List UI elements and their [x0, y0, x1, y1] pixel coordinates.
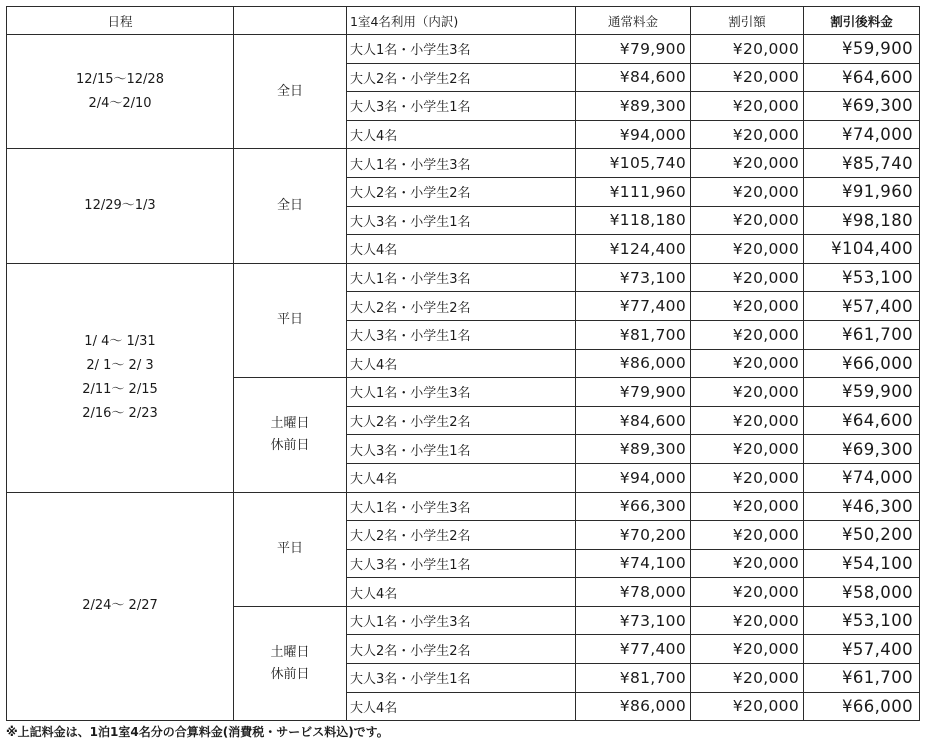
regular-price-cell: ¥77,400: [576, 635, 691, 664]
table-row: [7, 263, 920, 292]
header-row: [7, 7, 920, 35]
discount-cell: ¥20,000: [691, 292, 804, 321]
regular-price-cell: ¥86,000: [576, 692, 691, 721]
discount-cell: ¥20,000: [691, 206, 804, 235]
final-price-cell: ¥59,900: [804, 35, 920, 64]
discount-cell: ¥20,000: [691, 349, 804, 378]
usage-cell: 大人2名・小学生2名: [347, 521, 576, 550]
daytype-cell: [234, 492, 347, 606]
header-regular-price: 通常料金: [576, 7, 691, 35]
usage-cell: 大人4名: [347, 349, 576, 378]
regular-price-cell: ¥66,300: [576, 492, 691, 521]
discount-cell: ¥20,000: [691, 606, 804, 635]
regular-price-cell: ¥84,600: [576, 63, 691, 92]
header-daytype: [234, 7, 347, 35]
discount-cell: ¥20,000: [691, 263, 804, 292]
usage-cell: 大人3名・小学生1名: [347, 549, 576, 578]
final-price-cell: ¥57,400: [804, 635, 920, 664]
discount-cell: ¥20,000: [691, 406, 804, 435]
regular-price-cell: ¥81,700: [576, 664, 691, 693]
schedule-period: 12/15～12/28: [76, 71, 164, 87]
discount-cell: ¥20,000: [691, 177, 804, 206]
usage-cell: 大人2名・小学生2名: [347, 406, 576, 435]
usage-cell: 大人1名・小学生3名: [347, 492, 576, 521]
daytype-label: 全日: [276, 198, 303, 214]
regular-price-cell: ¥79,900: [576, 35, 691, 64]
schedule-cell: [7, 492, 234, 721]
daytype-cell: [234, 149, 347, 263]
daytype-label: 休前日: [270, 666, 310, 682]
final-price-cell: ¥66,000: [804, 349, 920, 378]
final-price-cell: ¥66,000: [804, 692, 920, 721]
regular-price-cell: ¥74,100: [576, 549, 691, 578]
header-usage: 1室4名利用（内訳): [347, 7, 576, 35]
schedule-period: 2/ 1～ 2/ 3: [86, 357, 154, 373]
usage-cell: 大人2名・小学生2名: [347, 292, 576, 321]
regular-price-cell: ¥86,000: [576, 349, 691, 378]
usage-cell: 大人2名・小学生2名: [347, 63, 576, 92]
usage-cell: 大人2名・小学生2名: [347, 635, 576, 664]
discount-cell: ¥20,000: [691, 92, 804, 121]
usage-cell: 大人3名・小学生1名: [347, 435, 576, 464]
header-discount: 割引額: [691, 7, 804, 35]
regular-price-cell: ¥111,960: [576, 177, 691, 206]
discount-cell: ¥20,000: [691, 692, 804, 721]
final-price-cell: ¥50,200: [804, 521, 920, 550]
discount-cell: ¥20,000: [691, 664, 804, 693]
final-price-cell: ¥64,600: [804, 406, 920, 435]
regular-price-cell: ¥84,600: [576, 406, 691, 435]
usage-cell: 大人2名・小学生2名: [347, 177, 576, 206]
final-price-cell: ¥54,100: [804, 549, 920, 578]
final-price-cell: ¥57,400: [804, 292, 920, 321]
header-schedule: 日程: [7, 7, 234, 35]
regular-price-cell: ¥105,740: [576, 149, 691, 178]
final-price-cell: ¥58,000: [804, 578, 920, 607]
usage-cell: 大人1名・小学生3名: [347, 378, 576, 407]
discount-cell: ¥20,000: [691, 578, 804, 607]
footnote: ※上記料金は、1泊1室4名分の合算料金(消費税・サービス料込)です。: [6, 725, 389, 739]
regular-price-cell: ¥94,000: [576, 120, 691, 149]
discount-cell: ¥20,000: [691, 235, 804, 264]
table-row: [7, 492, 920, 521]
daytype-label: 平日: [276, 312, 303, 328]
regular-price-cell: ¥124,400: [576, 235, 691, 264]
price-table: [6, 6, 920, 721]
usage-cell: 大人1名・小学生3名: [347, 35, 576, 64]
discount-cell: ¥20,000: [691, 35, 804, 64]
regular-price-cell: ¥73,100: [576, 263, 691, 292]
regular-price-cell: ¥78,000: [576, 578, 691, 607]
daytype-label: 平日: [276, 541, 303, 557]
usage-cell: 大人1名・小学生3名: [347, 149, 576, 178]
discount-cell: ¥20,000: [691, 435, 804, 464]
final-price-cell: ¥53,100: [804, 263, 920, 292]
discount-cell: ¥20,000: [691, 120, 804, 149]
table-row: [7, 149, 920, 178]
schedule-cell: [7, 263, 234, 492]
regular-price-cell: ¥73,100: [576, 606, 691, 635]
daytype-label: 土曜日: [270, 644, 310, 660]
regular-price-cell: ¥79,900: [576, 378, 691, 407]
final-price-cell: ¥61,700: [804, 320, 920, 349]
daytype-label: 休前日: [270, 437, 310, 453]
usage-cell: 大人4名: [347, 578, 576, 607]
regular-price-cell: ¥118,180: [576, 206, 691, 235]
schedule-period: 2/16～ 2/23: [82, 405, 158, 421]
header-final-price: 割引後料金: [804, 7, 920, 35]
usage-cell: 大人1名・小学生3名: [347, 263, 576, 292]
final-price-cell: ¥74,000: [804, 463, 920, 492]
final-price-cell: ¥85,740: [804, 149, 920, 178]
discount-cell: ¥20,000: [691, 378, 804, 407]
discount-cell: ¥20,000: [691, 549, 804, 578]
usage-cell: 大人4名: [347, 120, 576, 149]
usage-cell: 大人3名・小学生1名: [347, 664, 576, 693]
final-price-cell: ¥69,300: [804, 435, 920, 464]
final-price-cell: ¥98,180: [804, 206, 920, 235]
schedule-period: 2/24～ 2/27: [82, 598, 158, 614]
usage-cell: 大人3名・小学生1名: [347, 320, 576, 349]
price-table-body: [7, 35, 920, 721]
discount-cell: ¥20,000: [691, 320, 804, 349]
final-price-cell: ¥91,960: [804, 177, 920, 206]
usage-cell: 大人4名: [347, 463, 576, 492]
final-price-cell: ¥61,700: [804, 664, 920, 693]
regular-price-cell: ¥77,400: [576, 292, 691, 321]
usage-cell: 大人3名・小学生1名: [347, 92, 576, 121]
daytype-cell: [234, 606, 347, 720]
schedule-cell: [7, 35, 234, 149]
usage-cell: 大人4名: [347, 235, 576, 264]
usage-cell: 大人3名・小学生1名: [347, 206, 576, 235]
discount-cell: ¥20,000: [691, 63, 804, 92]
schedule-period: 1/ 4～ 1/31: [84, 333, 156, 349]
final-price-cell: ¥104,400: [804, 235, 920, 264]
daytype-label: 土曜日: [270, 415, 310, 431]
discount-cell: ¥20,000: [691, 521, 804, 550]
discount-cell: ¥20,000: [691, 492, 804, 521]
usage-cell: 大人1名・小学生3名: [347, 606, 576, 635]
daytype-label: 全日: [276, 83, 303, 99]
discount-cell: ¥20,000: [691, 463, 804, 492]
schedule-cell: [7, 149, 234, 263]
usage-cell: 大人4名: [347, 692, 576, 721]
final-price-cell: ¥46,300: [804, 492, 920, 521]
final-price-cell: ¥64,600: [804, 63, 920, 92]
regular-price-cell: ¥81,700: [576, 320, 691, 349]
discount-cell: ¥20,000: [691, 635, 804, 664]
schedule-period: 2/4～2/10: [88, 95, 152, 111]
final-price-cell: ¥59,900: [804, 378, 920, 407]
schedule-period: 2/11～ 2/15: [82, 381, 158, 397]
regular-price-cell: ¥94,000: [576, 463, 691, 492]
daytype-cell: [234, 263, 347, 377]
table-row: [7, 35, 920, 64]
daytype-cell: [234, 35, 347, 149]
daytype-cell: [234, 378, 347, 492]
regular-price-cell: ¥89,300: [576, 435, 691, 464]
discount-cell: ¥20,000: [691, 149, 804, 178]
regular-price-cell: ¥70,200: [576, 521, 691, 550]
regular-price-cell: ¥89,300: [576, 92, 691, 121]
final-price-cell: ¥69,300: [804, 92, 920, 121]
final-price-cell: ¥53,100: [804, 606, 920, 635]
final-price-cell: ¥74,000: [804, 120, 920, 149]
schedule-period: 12/29～1/3: [84, 198, 156, 214]
